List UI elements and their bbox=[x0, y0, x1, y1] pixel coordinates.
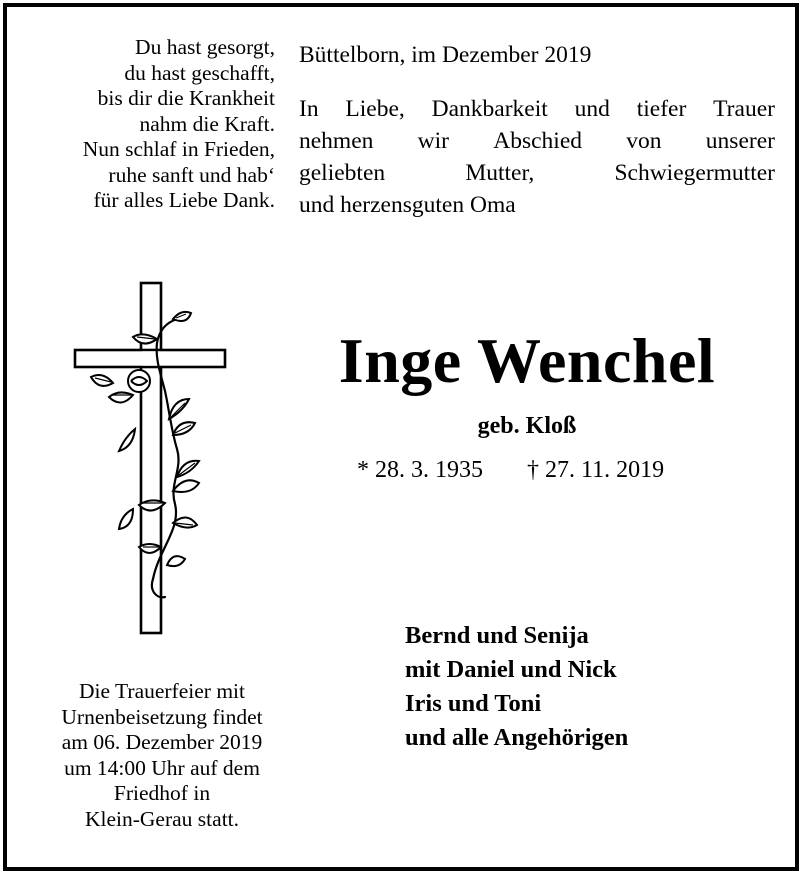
intro-text bbox=[299, 93, 775, 221]
intro-word: Schwiegermutter bbox=[614, 160, 775, 186]
intro-word: Liebe, bbox=[345, 96, 405, 122]
life-dates bbox=[357, 455, 664, 485]
intro-line-3 bbox=[299, 157, 775, 189]
deceased-name: Inge Wenchel bbox=[338, 325, 716, 396]
ceremony-line: um 14:00 Uhr auf dem bbox=[64, 755, 260, 780]
ceremony-line: Friedhof in bbox=[113, 781, 211, 805]
ceremony-line: Urnenbeisetzung findet bbox=[61, 704, 263, 729]
birth-date: * 28. 3. 1935 bbox=[357, 457, 483, 483]
intro-line-2 bbox=[299, 125, 775, 157]
poem-line: nahm die Kraft. bbox=[139, 111, 275, 136]
intro-word: In bbox=[299, 96, 319, 122]
intro-word: tiefer bbox=[636, 96, 687, 122]
intro-line-1 bbox=[299, 93, 775, 125]
intro-word: von bbox=[626, 128, 662, 154]
intro-word: nehmen bbox=[299, 128, 374, 154]
intro-line-4: und herzensguten Oma bbox=[299, 192, 516, 218]
family-line: mit Daniel und Nick bbox=[405, 656, 617, 683]
ceremony-line: Die Trauerfeier mit bbox=[79, 679, 245, 703]
poem-line: du hast geschafft, bbox=[124, 60, 275, 85]
family-signatures bbox=[405, 619, 628, 755]
family-line: Iris und Toni bbox=[405, 690, 542, 717]
poem-line: Nun schlaf in Frieden, bbox=[82, 137, 275, 161]
maiden-name: geb. Kloß bbox=[477, 413, 577, 439]
family-line: Bernd und Senija bbox=[405, 622, 589, 649]
intro-word: geliebten bbox=[299, 160, 386, 186]
family-line: und alle Angehörigen bbox=[405, 724, 629, 751]
ceremony-line: am 06. Dezember 2019 bbox=[61, 730, 263, 754]
intro-word: Abschied bbox=[493, 128, 583, 154]
poem bbox=[29, 35, 275, 214]
poem-line: für alles Liebe Dank. bbox=[93, 188, 275, 212]
ceremony-line: Klein-Gerau statt. bbox=[84, 806, 240, 831]
intro-word: wir bbox=[417, 128, 449, 154]
death-date: † 27. 11. 2019 bbox=[527, 457, 665, 483]
poem-line: ruhe sanft und hab‘ bbox=[108, 162, 275, 187]
intro-word: Trauer bbox=[713, 96, 775, 122]
place-and-date: Büttelborn, im Dezember 2019 bbox=[299, 42, 592, 68]
obituary-frame bbox=[3, 3, 799, 871]
poem-line: bis dir die Krankheit bbox=[97, 86, 275, 110]
ceremony-notice bbox=[29, 679, 295, 832]
intro-word: unserer bbox=[705, 128, 775, 154]
intro-word: und bbox=[574, 96, 610, 122]
intro-word: Mutter, bbox=[465, 160, 535, 186]
intro-word: Dankbarkeit bbox=[431, 96, 548, 122]
poem-line: Du hast gesorgt, bbox=[135, 35, 275, 59]
cross-with-rose-vine-icon bbox=[73, 279, 229, 637]
